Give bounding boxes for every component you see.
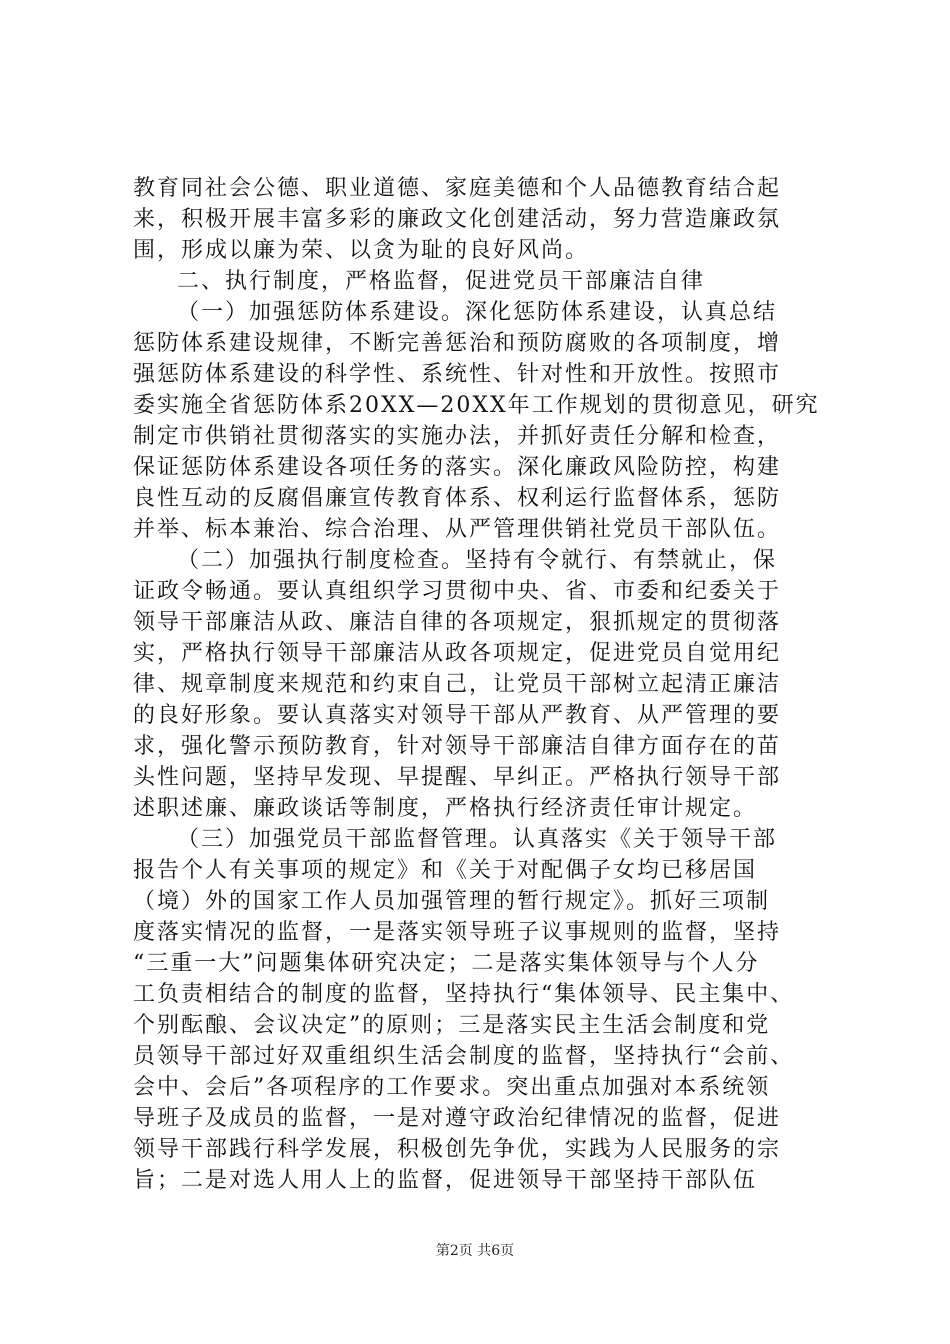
document-body xyxy=(133,173,823,1196)
text-line: 实，严格执行领导干部廉洁从政各项规定，促进党员自觉用纪 xyxy=(133,641,782,666)
text-line: “三重一大”问题集体研究决定；二是落实集体领导与个人分 xyxy=(133,951,760,976)
text-line: 述职述廉、廉政谈话等制度，严格执行经济责任审计规定。 xyxy=(133,796,758,821)
text-line: 教育同社会公德、职业道德、家庭美德和个人品德教育结合起 xyxy=(133,176,782,201)
text-line: 度落实情况的监督，一是落实领导班子议事规则的监督，坚持 xyxy=(133,920,782,945)
text-line: 领导干部践行科学发展，积极创先争优，实践为人民服务的宗 xyxy=(133,1137,782,1162)
text-line: 个别酝酿、会议决定”的原则；三是落实民主生活会制度和党 xyxy=(133,1013,771,1038)
text-line: 证政令畅通。要认真组织学习贯彻中央、省、市委和纪委关于 xyxy=(133,579,782,604)
text-line: 报告个人有关事项的规定》和《关于对配偶子女均已移居国 xyxy=(133,858,758,883)
text-line: 律、规章制度来规范和约束自己，让党员干部树立起清正廉洁 xyxy=(133,672,782,697)
text-line: （三）加强党员干部监督管理。认真落实《关于领导干部 xyxy=(177,827,778,852)
text-line: 头性问题，坚持早发现、早提醒、早纠正。严格执行领导干部 xyxy=(133,765,782,790)
text-line: 员领导干部过好双重组织生活会制度的监督，坚持执行“会前、 xyxy=(133,1044,795,1069)
text-line: 领导干部廉洁从政、廉洁自律的各项规定，狠抓规定的贯彻落 xyxy=(133,610,782,635)
text-line: 良性互动的反腐倡廉宣传教育体系、权利运行监督体系，惩防 xyxy=(133,486,782,511)
text-line: 工负责相结合的制度的监督，坚持执行“集体领导、民主集中、 xyxy=(133,982,795,1007)
text-line: 旨；二是对选人用人上的监督，促进领导干部坚持干部队伍 xyxy=(133,1168,758,1193)
text-line: 导班子及成员的监督，一是对遵守政治纪律情况的监督，促进 xyxy=(133,1106,782,1131)
text-line: （境）外的国家工作人员加强管理的暂行规定》。抓好三项制 xyxy=(133,889,771,914)
page-footer: 第2页 共6页 xyxy=(435,1243,515,1259)
text-line: 二、执行制度，严格监督，促进党员干部廉洁自律 xyxy=(177,269,706,294)
text-line: 并举、标本兼治、综合治理、从严管理供销社党员干部队伍。 xyxy=(133,517,782,542)
text-line: 会中、会后”各项程序的工作要求。突出重点加强对本系统领 xyxy=(133,1075,771,1100)
text-line: 来，积极开展丰富多彩的廉政文化创建活动，努力营造廉政氛 xyxy=(133,207,782,232)
text-line: 求，强化警示预防教育，针对领导干部廉洁自律方面存在的苗 xyxy=(133,734,782,759)
text-line: 委实施全省惩防体系20XX—20XX年工作规划的贯彻意见，研究 xyxy=(133,393,820,418)
text-line: 的良好形象。要认真落实对领导干部从严教育、从严管理的要 xyxy=(133,703,782,728)
text-line: 保证惩防体系建设各项任务的落实。深化廉政风险防控，构建 xyxy=(133,455,782,480)
text-line: （一）加强惩防体系建设。深化惩防体系建设，认真总结 xyxy=(177,300,778,325)
text-line: 围，形成以廉为荣、以贪为耻的良好风尚。 xyxy=(133,238,590,263)
text-line: 制定市供销社贯彻落实的实施办法，并抓好责任分解和检查， xyxy=(133,424,782,449)
text-line: 强惩防体系建设的科学性、系统性、针对性和开放性。按照市 xyxy=(133,362,782,387)
text-line: （二）加强执行制度检查。坚持有令就行、有禁就止，保 xyxy=(177,548,778,573)
text-line: 惩防体系建设规律，不断完善惩治和预防腐败的各项制度，增 xyxy=(133,331,782,356)
